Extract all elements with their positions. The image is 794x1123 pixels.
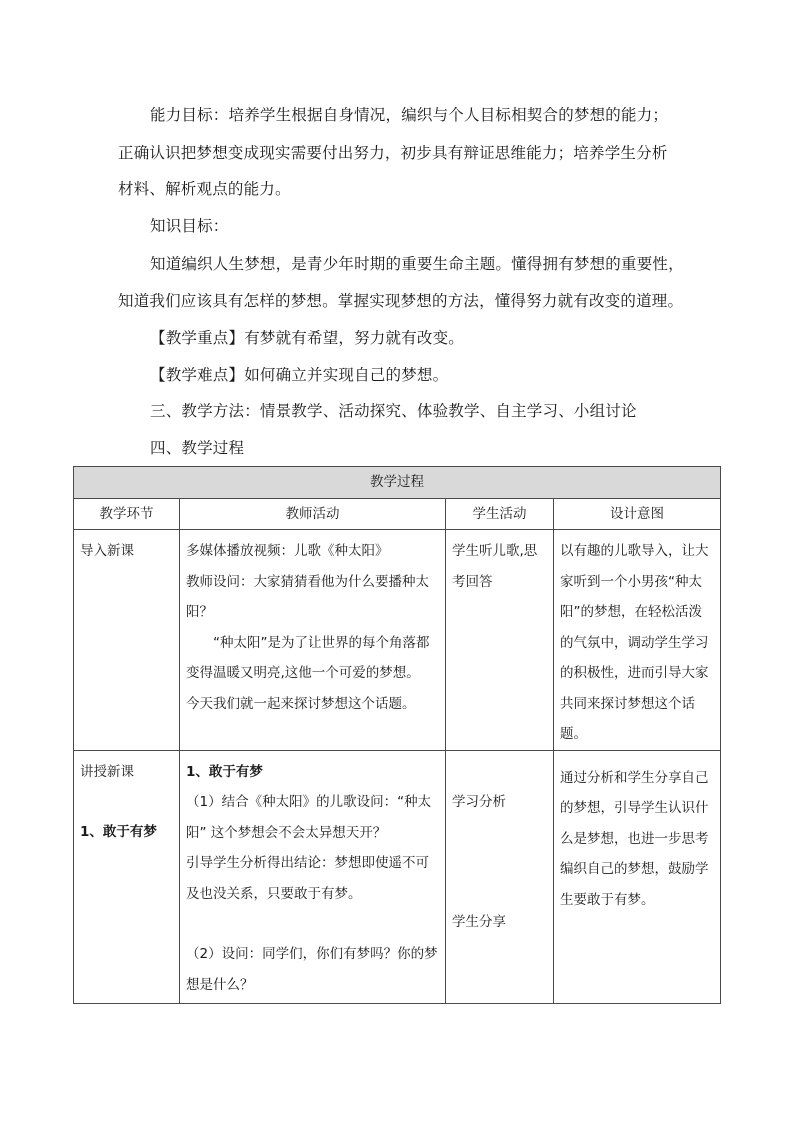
teacher-activity-line: 引导学生分析得出结论：梦想即使遥不可及也没关系，只要敢于有梦。 — [186, 855, 429, 902]
table-cell-student — [446, 750, 554, 1003]
table-title: 教学过程 — [74, 467, 721, 499]
ability-goal-line-3: 材料、解析观点的能力。 — [118, 180, 291, 198]
table-title-row — [74, 467, 721, 499]
teaching-key-point: 【教学重点】有梦就有希望，努力就有改变。 — [150, 329, 465, 347]
student-activity: 学生分享 — [452, 914, 506, 930]
knowledge-goal-heading: 知识目标： — [150, 217, 229, 235]
ability-goal-line-1: 能力目标：培养学生根据自身情况，编织与个人目标相契合的梦想的能力； — [150, 106, 669, 124]
knowledge-goal-line-2: 知道我们应该具有怎样的梦想。掌握实现梦想的方法，懂得努力就有改变的道理。 — [118, 292, 684, 310]
teaching-difficulty: 【教学难点】如何确立并实现自己的梦想。 — [150, 366, 449, 384]
teaching-process-table — [73, 466, 721, 1004]
column-header-stage: 教学环节 — [74, 499, 180, 530]
student-activity: 学生听儿歌,思考回答 — [452, 543, 538, 590]
teacher-activity-line: （1）结合《种太阳》的儿歌设问：“种太阳” 这个梦想会不会太异想天开？ — [186, 794, 432, 841]
teacher-activity-line: 今天我们就一起来探讨梦想这个话题。 — [186, 695, 416, 712]
teacher-activity-line: 教师设问：大家猜猜看他为什么要播种太阳？ — [186, 573, 429, 620]
table-cell-student — [446, 530, 554, 751]
teaching-process-heading: 四、教学过程 — [150, 439, 245, 457]
teacher-activity-line: “种太阳”是为了让世界的每个角落都变得温暖又明亮,这他一个可爱的梦想。 — [186, 634, 430, 681]
student-activity: 学习分析 — [452, 793, 506, 810]
design-intent: 通过分析和学生分享自己的梦想，引导学生认识什么是梦想，也进一步思考编织自己的梦想，鼓励学生要敢于有梦。 — [560, 769, 709, 908]
design-intent: 以有趣的儿歌导入，让大家听到一个小男孩“种太阳”的梦想，在轻松活泼的气氛中，调动学生学习的积极性，进而引导大家共同来探讨梦想这个话题。 — [560, 543, 709, 742]
table-cell-stage — [74, 750, 180, 1003]
stage-sub-label: 1、敢于有梦 — [80, 824, 157, 840]
table-cell-teacher — [180, 530, 446, 751]
table-row — [74, 530, 721, 751]
table-cell-stage — [74, 530, 180, 751]
ability-goal-line-2: 正确认识把梦想变成现实需要付出努力，初步具有辩证思维能力；培养学生分析 — [118, 144, 668, 162]
table-cell-intent — [554, 530, 721, 751]
stage-label: 导入新课 — [80, 543, 134, 559]
column-header-teacher: 教师活动 — [180, 499, 446, 530]
table-cell-teacher — [180, 750, 446, 1003]
table-cell-intent — [554, 750, 721, 1003]
teacher-activity-heading: 1、敢于有梦 — [186, 763, 263, 780]
knowledge-goal-line-1: 知道编织人生梦想，是青少年时期的重要生命主题。懂得拥有梦想的重要性， — [150, 255, 684, 273]
stage-label: 讲授新课 — [80, 763, 134, 780]
table-row — [74, 750, 721, 1003]
column-header-student: 学生活动 — [446, 499, 554, 530]
teacher-activity-line: 多媒体播放视频：儿歌《种太阳》 — [186, 543, 389, 559]
teaching-methods: 三、教学方法：情景教学、活动探究、体验教学、自主学习、小组讨论 — [150, 402, 637, 420]
column-header-intent: 设计意图 — [554, 499, 721, 530]
table-header-row — [74, 499, 721, 530]
teacher-activity-line: （2）设问：同学们，你们有梦吗？你的梦想是什么？ — [186, 946, 438, 993]
